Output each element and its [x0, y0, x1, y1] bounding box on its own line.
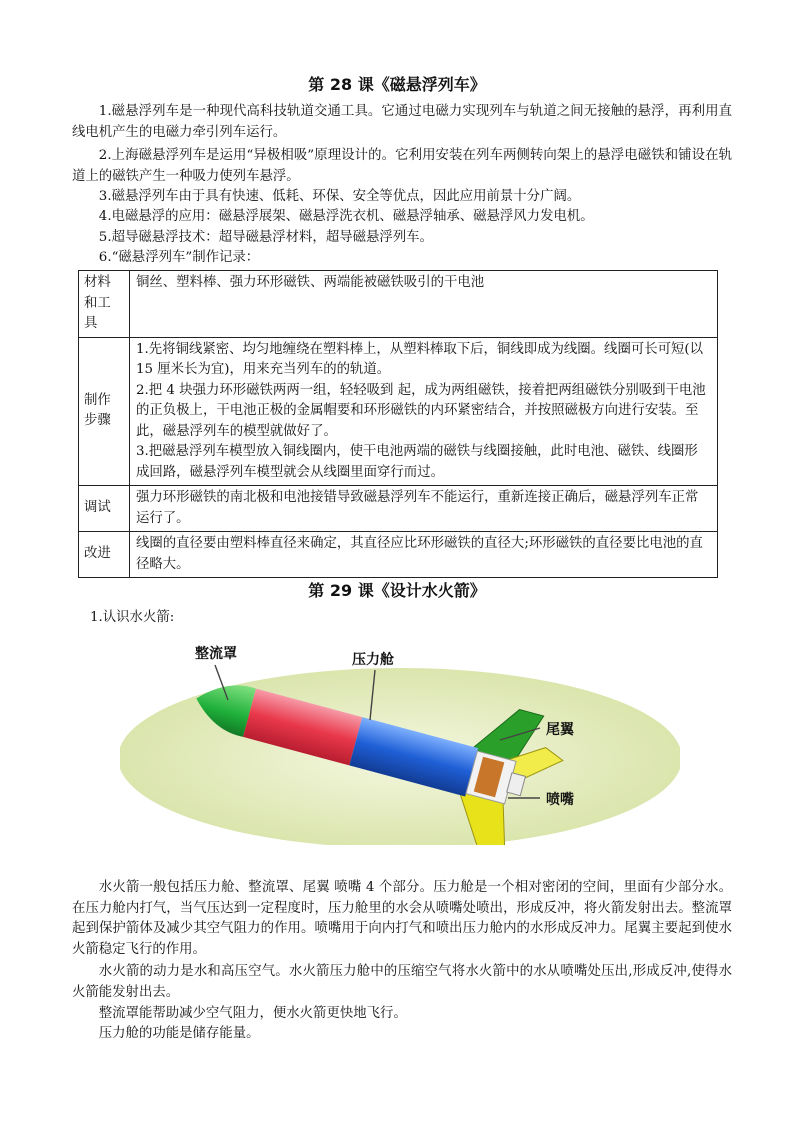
step-1: 1.先将铜线紧密、均匀地缠绕在塑料棒上，从塑料棒取下后，铜线即成为线圈。线圈可长可短(以 15 厘米长为宜)，用来充当列车的的轨道。 — [136, 341, 704, 377]
nozzle-label: 喷嘴 — [546, 792, 574, 808]
water-rocket-diagram — [120, 640, 680, 845]
paragraph-6: 6.“磁悬浮列车”制作记录： — [98, 250, 260, 265]
production-record-table — [78, 270, 718, 578]
rocket-description: 水火箭一般包括压力舱、整流罩、尾翼 喷嘴 4 个部分。压力舱是一个相对密闭的空间，里面有少部分水。在压力舱内打气，当气压达到一定程度时，压力舱里的水会从喷嘴处喷出，形成反冲，将火箭发射出去。整流罩起到保护箭体及减少其空气阻力的作用。喷嘴用于向内打气和喷出压力舱内的水形成反冲力。尾翼主要起到使水火箭稳定飞行的作用。 — [72, 880, 732, 957]
steps-label: 制作步骤 — [79, 337, 130, 486]
paragraph-3: 3.磁悬浮列车由于具有快速、低耗、环保、安全等优点，因此应用前景十分广阔。 — [98, 189, 581, 204]
debug-label: 调试 — [79, 486, 130, 532]
step-3: 3.把磁悬浮列车模型放入铜线圈内，使干电池两端的磁铁与线圈接触，此时电池、磁铁、线圈形成回路，磁悬浮列车模型就会从线圈里面穿行而过。 — [136, 444, 698, 480]
materials-label: 材料和工具 — [79, 271, 130, 338]
rocket-power: 水火箭的动力是水和高压空气。水火箭压力舱中的压缩空气将水火箭中的水从喷嘴处压出,形成反冲,使得水火箭能发射出去。 — [72, 964, 732, 1000]
table-row-steps — [79, 337, 718, 486]
debug-cell: 强力环形磁铁的南北极和电池接错导致磁悬浮列车不能运行，重新连接正确后，磁悬浮列车正常运行了。 — [130, 486, 718, 532]
paragraph-4: 4.电磁悬浮的应用：磁悬浮展架、磁悬浮洗衣机、磁悬浮轴承、磁悬浮风力发电机。 — [98, 209, 594, 224]
table-row-materials — [79, 271, 718, 338]
pressure-chamber-label: 压力舱 — [352, 652, 394, 668]
table-row-debug — [79, 486, 718, 532]
step-2: 2.把 4 块强力环形磁铁两两一组，轻轻吸到 起，成为两组磁铁，接着把两组磁铁分别吸到干电池的正负极上，干电池正极的金属帽要和环形磁铁的内环紧密结合，并按照磁极方向进行安装。至此，磁悬浮列车的模型就做好了。 — [136, 382, 706, 439]
table-row-improve — [79, 532, 718, 578]
lesson-29-title: 第 29 课《设计水火箭》 — [308, 581, 486, 600]
paragraph-5: 5.超导磁悬浮技术：超导磁悬浮材料，超导磁悬浮列车。 — [98, 230, 433, 245]
improve-cell: 线圈的直径要由塑料棒直径来确定，其直径应比环形磁铁的直径大;环形磁铁的直径要比电池的直径略大。 — [130, 532, 718, 578]
steps-cell — [130, 337, 718, 486]
nose-cone-label: 整流罩 — [195, 646, 237, 662]
nose-cone-function: 整流罩能帮助减少空气阻力，便水火箭更快地飞行。 — [98, 1006, 407, 1021]
fin-label: 尾翼 — [546, 722, 574, 738]
paragraph-2: 2.上海磁悬浮列车是运用“异极相吸”原理设计的。它利用安装在列车两侧转向架上的悬浮电磁铁和铺设在轨道上的磁铁产生一种吸力使列车悬浮。 — [72, 148, 732, 184]
lesson-28-title: 第 28 课《磁悬浮列车》 — [308, 75, 486, 94]
lesson-29-intro: 1.认识水火箭: — [90, 610, 175, 625]
improve-label: 改进 — [79, 532, 130, 578]
chamber-function: 压力舱的功能是储存能量。 — [98, 1026, 260, 1041]
materials-cell: 铜丝、塑料棒、强力环形磁铁、两端能被磁铁吸引的干电池 — [130, 271, 718, 338]
paragraph-1: 1.磁悬浮列车是一种现代高科技轨道交通工具。它通过电磁力实现列车与轨道之间无接触的悬浮，再利用直线电机产生的电磁力牵引列车运行。 — [72, 104, 732, 140]
